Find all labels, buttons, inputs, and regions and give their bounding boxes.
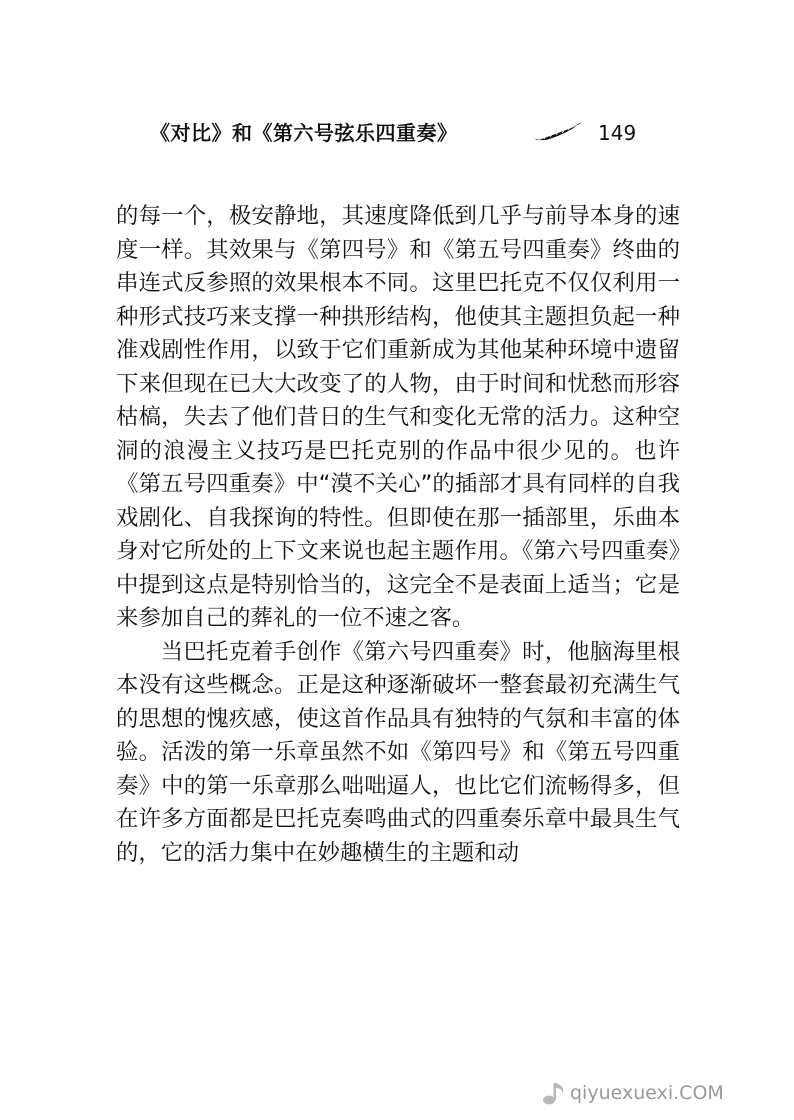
running-header-title: 《对比》和《第六号弦乐四重奏》: [150, 121, 458, 145]
page-number: 149: [598, 121, 637, 145]
paragraph-continued: 的每一个，极安静地，其速度降低到几乎与前导本身的速度一样。其效果与《第四号》和《第五号四重奏》终曲的串连式反参照的效果根本不同。这里巴托克不仅仅利用一种形式技巧来支撑一种拱形结构，他使其主题担负起一种准戏剧性作用，以致于它们重新成为其他某种环境中遗留下来但现在已大大改变了的人物，由于时间和忧愁而形容枯槁，失去了他们昔日的生气和变化无常的活力。这种空洞的浪漫主义技巧是巴托克别的作品中很少见的。也许《第五号四重奏》中“漠不关心”的插部才具有同样的自我戏剧化、自我探询的特性。但即使在那一插部里，乐曲本身对它所处的上下文来说也起主题作用。《第六号四重奏》中提到这点是特别恰当的，这完全不是表面上适当；它是来参加自己的葬礼的一位不速之客。: [116, 203, 680, 631]
body-text: [116, 200, 680, 870]
music-note-logo-icon: [540, 1080, 568, 1106]
running-header: [150, 116, 670, 150]
watermark-text: qiyuexuexi.COM: [570, 1082, 724, 1104]
quill-flourish-icon: [532, 120, 584, 144]
site-watermark: [540, 1078, 780, 1108]
paragraph-new: 当巴托克着手创作《第六号四重奏》时，他脑海里根本没有这些概念。正是这种逐渐破坏一整套最初充满生气的思想的愧疚感，使这首作品具有独特的气氛和丰富的体验。活泼的第一乐章虽然不如《第四号》和《第五号四重奏》中的第一乐章那么咄咄逼人，也比它们流畅得多，但在许多方面都是巴托克奏鸣曲式的四重奏乐章中最具生气的，它的活力集中在妙趣横生的主题和动: [116, 638, 680, 866]
